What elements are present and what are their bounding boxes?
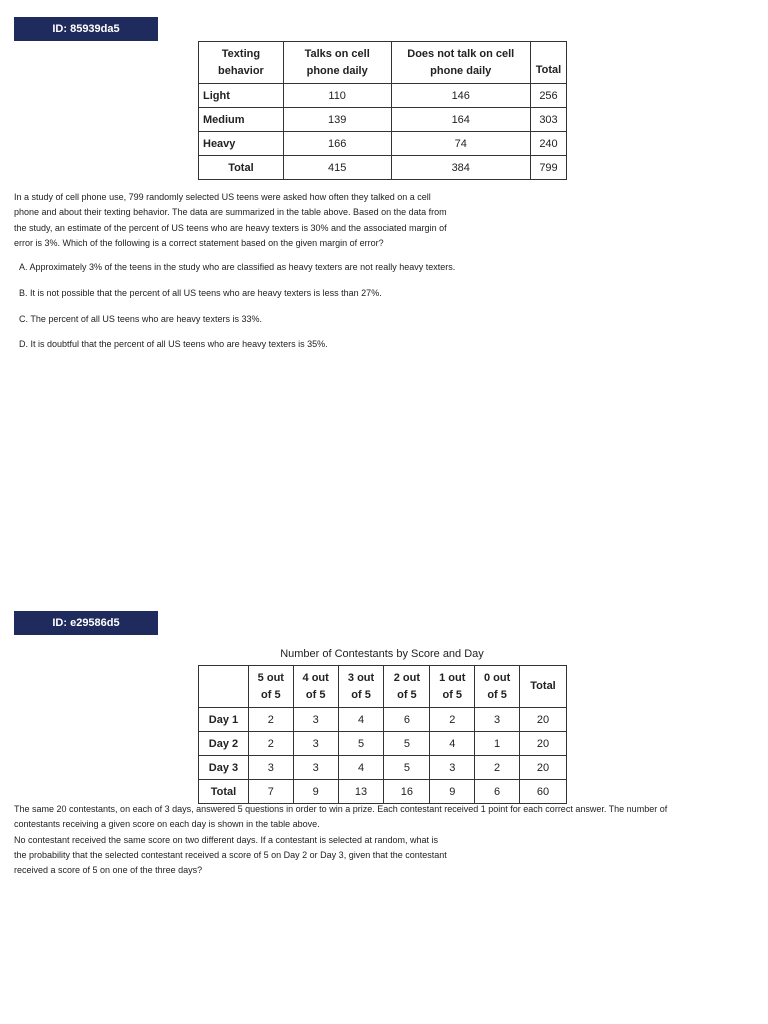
contestants-table <box>198 665 567 804</box>
header-5-of-5: 5 out of 5 <box>248 666 293 708</box>
table-cell: 799 <box>530 156 566 180</box>
question-paragraph: In a study of cell phone use, 799 randomly selected US teens were asked how often they talked on a cell phone and about their texting behavior. The data are summarized in the table above. Based on the data from the study, an estimate of the percent of US teens who are heavy texters is 30% and the associated margin of error is 3%. Which of the following is a correct statement based on the given margin of error? <box>14 192 447 248</box>
table-total-row <box>199 780 567 804</box>
table-cell: 16 <box>384 780 430 804</box>
table-caption: Number of Contestants by Score and Day <box>280 648 484 660</box>
table-cell: 3 <box>293 708 338 732</box>
table-cell: 60 <box>520 780 567 804</box>
header-3-of-5: 3 out of 5 <box>338 666 384 708</box>
table-cell: 3 <box>293 756 338 780</box>
row-label: Day 1 <box>199 708 249 732</box>
question-paragraph: The same 20 contestants, on each of 3 days, answered 5 questions in order to win a prize. Each contestant received 1 point for each correct answer. The number of contestants receiving a given score on each day is shown in the table above. No contestant received the same score on two different days. If a contestant is selected at random, what is the probability that the selected contestant received a score of 5 on Day 2 or Day 3, given that the contestant received a score of 5 on one of the three days? <box>14 804 668 876</box>
header-does-not-talk-daily: Does not talk on cell phone daily <box>391 42 530 84</box>
answer-choice-c[interactable]: C. The percent of all US teens who are heavy texters is 33%. <box>19 314 262 324</box>
table-cell: 1 <box>475 732 520 756</box>
table-cell: 74 <box>391 132 530 156</box>
table-cell: 139 <box>283 108 391 132</box>
table-cell: 4 <box>430 732 475 756</box>
table-cell: 3 <box>248 756 293 780</box>
table-row <box>199 732 567 756</box>
header-2-of-5: 2 out of 5 <box>384 666 430 708</box>
table-cell: 6 <box>384 708 430 732</box>
table-cell: 2 <box>248 708 293 732</box>
texting-table <box>198 41 567 180</box>
table-cell: 20 <box>520 732 567 756</box>
row-label: Heavy <box>199 132 284 156</box>
table-cell: 9 <box>430 780 475 804</box>
table-header-row <box>199 42 567 84</box>
table-row <box>199 708 567 732</box>
table-row <box>199 108 567 132</box>
table-cell: 6 <box>475 780 520 804</box>
header-texting-behavior: Texting behavior <box>199 42 284 84</box>
answer-choice-a[interactable]: A. Approximately 3% of the teens in the study who are classified as heavy texters are not really heavy texters. <box>19 262 456 272</box>
row-label: Total <box>199 780 249 804</box>
row-label: Day 3 <box>199 756 249 780</box>
row-label: Light <box>199 84 284 108</box>
table-cell: 5 <box>384 756 430 780</box>
row-label: Medium <box>199 108 284 132</box>
table-cell: 4 <box>338 708 384 732</box>
row-label: Day 2 <box>199 732 249 756</box>
table-cell: 166 <box>283 132 391 156</box>
answer-choice-d[interactable]: D. It is doubtful that the percent of all US teens who are heavy texters is 35%. <box>19 339 328 349</box>
question-id-badge: ID: e29586d5 <box>14 611 158 635</box>
header-0-of-5: 0 out of 5 <box>475 666 520 708</box>
table-cell: 240 <box>530 132 566 156</box>
table-row <box>199 756 567 780</box>
table-cell: 7 <box>248 780 293 804</box>
table-cell: 9 <box>293 780 338 804</box>
table-cell: 20 <box>520 708 567 732</box>
table-cell: 3 <box>475 708 520 732</box>
table-cell: 110 <box>283 84 391 108</box>
table-header-row <box>199 666 567 708</box>
header-total: Total <box>520 666 567 708</box>
question-id-badge: ID: 85939da5 <box>14 17 158 41</box>
header-1-of-5: 1 out of 5 <box>430 666 475 708</box>
table-cell: 2 <box>248 732 293 756</box>
table-cell: 3 <box>293 732 338 756</box>
table-row <box>199 132 567 156</box>
table-total-row <box>199 156 567 180</box>
row-label: Total <box>199 156 284 180</box>
table-cell: 5 <box>384 732 430 756</box>
table-cell: 384 <box>391 156 530 180</box>
table-cell: 20 <box>520 756 567 780</box>
header-4-of-5: 4 out of 5 <box>293 666 338 708</box>
table-cell: 5 <box>338 732 384 756</box>
table-cell: 146 <box>391 84 530 108</box>
header-total: Total <box>530 42 566 84</box>
table-row <box>199 84 567 108</box>
table-cell: 13 <box>338 780 384 804</box>
table-cell: 4 <box>338 756 384 780</box>
table-cell: 3 <box>430 756 475 780</box>
table-cell: 415 <box>283 156 391 180</box>
table-cell: 2 <box>475 756 520 780</box>
table-cell: 164 <box>391 108 530 132</box>
answer-choice-b[interactable]: B. It is not possible that the percent of all US teens who are heavy texters is less than 27%. <box>19 288 382 298</box>
table-cell: 303 <box>530 108 566 132</box>
table-cell: 2 <box>430 708 475 732</box>
table-cell: 256 <box>530 84 566 108</box>
header-empty <box>199 666 249 708</box>
header-talks-daily: Talks on cell phone daily <box>283 42 391 84</box>
